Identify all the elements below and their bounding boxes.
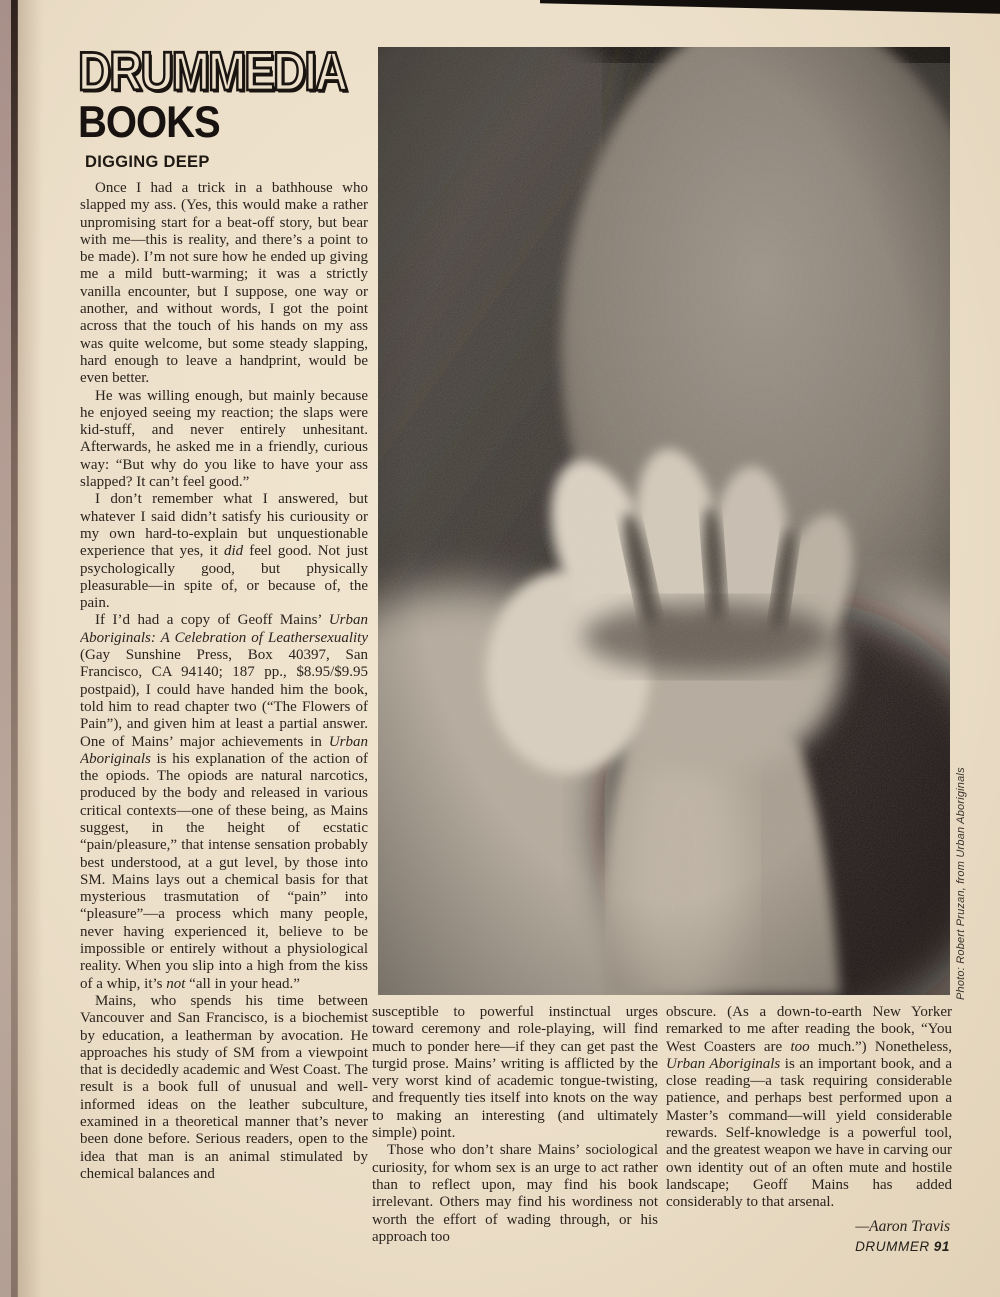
fist-photo (378, 47, 950, 995)
magazine-title: DRUMMER (855, 1238, 930, 1254)
body-paragraph: I don’t remember what I answered, but whatever I said didn’t satisfy his curiousity or my own hard-to-explain but unquestionable experience that yes, it did feel good. Not just psychologically good, but physically pleasurable—in spite of, or because of, the pain. (80, 491, 368, 612)
books-logo: BOOKS (78, 97, 220, 148)
fist-photo-illustration (378, 47, 950, 995)
page-number: 91 (933, 1238, 950, 1254)
body-paragraph: He was willing enough, but mainly because he enjoyed seeing my reaction; the slaps were kid-stuff, and never entirely unhesitant. Afterwards, he asked me in a friendly, curious way: “But why do you like to have your ass slapped? It can’t feel good.” (80, 387, 368, 491)
body-paragraph: Once I had a trick in a bathhouse who slapped my ass. (Yes, this would make a rather unpromising start for a beat-off story, but bear with me—this is reality, and there’s a point to be made). I’m not sure how he ended up giving me a mild butt-warming; it was a strictly vanilla encounter, but I suppose, one way or another, and without words, I got the point across that the touch of his hands on my ass was quite welcome, but some steady slapping, hard enough to leave a handprint, would be even better. (80, 180, 368, 387)
section-logo (78, 40, 347, 148)
body-paragraph: obscure. (As a down-to-earth New Yorker remarked to me after reading the book, “You West Coasters are too much.”) Nonetheless, Urban Aboriginals is an important book, and a close reading—a task requiring considerable patience, and perhaps best performed upon a Master’s command—will yield considerable rewards. Self-knowledge is a powerful tool, and the greatest weapon we have in carving our own identity out of an often mute and hostile landscape; Geoff Mains has added considerably to that arsenal. (666, 1004, 952, 1211)
photo-credit: Photo: Robert Pruzan, from Urban Aboriginals (955, 767, 967, 1000)
author-byline: —Aaron Travis (855, 1217, 950, 1235)
body-paragraph: susceptible to powerful instinctual urges toward ceremony and role-playing, will find much to ponder here—if they can get past the turgid prose. Mains’ writing is afflicted by the very worst kind of academic tongue-twisting, and frequently ties itself into knots on the way to making an interesting (and ultimately simple) point. (372, 1004, 658, 1142)
right-column (666, 1004, 952, 1292)
scan-background-edge (540, 0, 1000, 15)
magazine-footer (666, 1238, 952, 1255)
middle-column (372, 1004, 658, 1292)
body-paragraph: Mains, who spends his time between Vancouver and San Francisco, is a biochemist by education, a leatherman by avocation. He approaches his study of SM from a viewpoint that is decidedly academic and West Coast. The result is a book full of unusual and well-informed ideas on the leather subculture, examined in a theoretical manner that’s never been done before. Serious readers, open to the idea that man is an animal stimulated by chemical balances and (80, 992, 368, 1182)
body-paragraph: Those who don’t share Mains’ sociological curiosity, for whom sex is an urge to act rather than to reflect upon, may find his book irrelevant. Others may find his wordiness not worth the effort of wading through, or his approach too (372, 1142, 658, 1245)
left-column (80, 180, 368, 1272)
body-paragraph: If I’d had a copy of Geoff Mains’ Urban Aboriginals: A Celebration of Leathersexuality (Gay Sunshine Press, Box 40397, San Francisco, CA 94140; 187 pp., $8.95/$9.95 postpaid), I could have handed him the book, told him to read chapter two (“The Flowers of Pain”), and given him at least a partial answer. One of Mains’ major achievements in Urban Aboriginals is his explanation of the action of the opiods. The opiods are natural narcotics, produced by the body and released in various critical contexts—one of these being, as Mains suggest, in the height of ecstatic “pain/pleasure,” that intense sensation probably best understood, at a gut level, by those into SM. Mains lays out a chemical basis for that mysterious trasmutation of “pain” into “pleasure”—a process which many people, never having experienced it, believe to be impossible or entirely without a physiological reality. When you slip into a high from the kiss of a whip, it’s not “all in your head.” (80, 612, 368, 992)
drummedia-logo: DRUMMEDIA (78, 40, 347, 102)
page-binding-edge (0, 0, 17, 1297)
page-crease-shadow (17, 0, 43, 1297)
article-title: DIGGING DEEP (85, 153, 210, 171)
